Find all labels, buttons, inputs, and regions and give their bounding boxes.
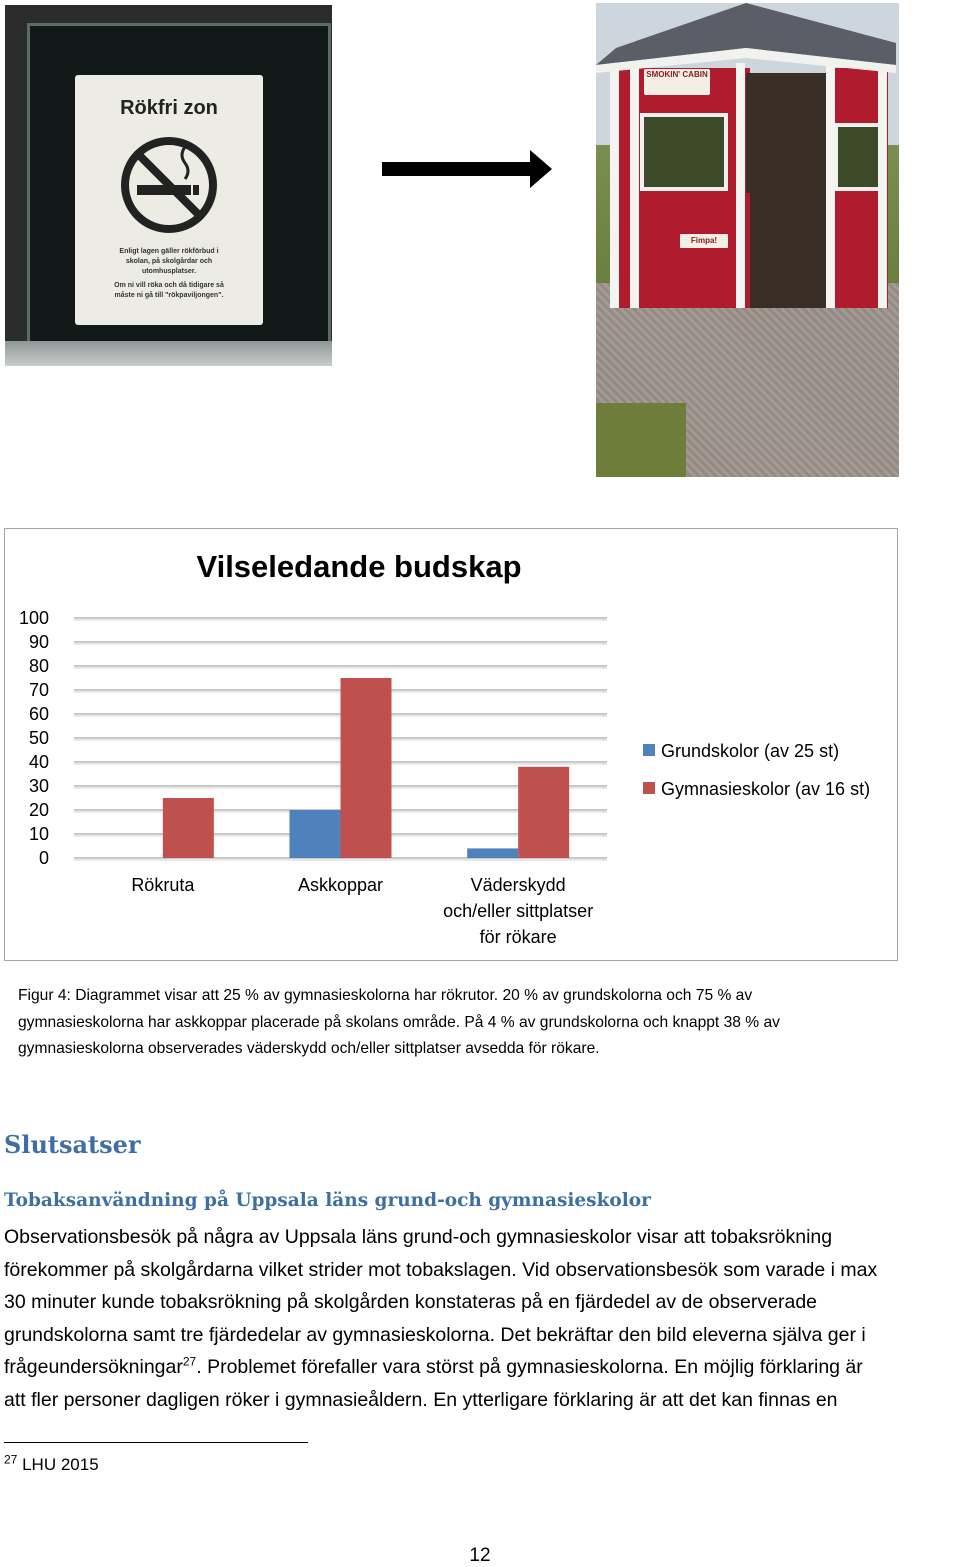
grass-patch bbox=[596, 403, 686, 477]
x-category-label: Rökruta bbox=[131, 875, 195, 895]
bar-chart bbox=[4, 528, 898, 961]
x-category-label: för rökare bbox=[479, 927, 557, 947]
legend-label: Grundskolor (av 25 st) bbox=[661, 741, 840, 761]
body-line: grundskolorna samt tre fjärdedelar av gymnasieskolorna. Det bekräftar den bild eleverna själva ger i bbox=[4, 1323, 866, 1346]
window-sill bbox=[5, 341, 332, 366]
sign-title: Rökfri zon bbox=[120, 97, 218, 119]
bar-gymnasieskolor bbox=[518, 767, 569, 858]
legend-swatch bbox=[643, 744, 655, 756]
body-line bbox=[4, 1351, 959, 1384]
cabin-name-sign: SMOKIN' CABIN bbox=[644, 69, 710, 95]
cabin-post bbox=[610, 63, 619, 308]
y-tick-label: 0 bbox=[38, 848, 49, 868]
chart-title: Vilseledande budskap bbox=[196, 549, 522, 584]
caption-line: gymnasieskolorna observerades väderskydd och/eller sittplatser avsedda för rökare. bbox=[18, 1040, 600, 1057]
bar-grundskolor bbox=[467, 848, 518, 858]
y-tick-label: 30 bbox=[28, 776, 49, 796]
y-tick-label: 40 bbox=[28, 752, 49, 772]
footnote-divider bbox=[4, 1442, 308, 1443]
cabin-roof bbox=[596, 3, 899, 73]
caption-line: Figur 4: Diagrammet visar att 25 % av gymnasieskolorna har rökrutor. 20 % av grundskolorna och 75 % av bbox=[18, 987, 753, 1004]
x-category-label: och/eller sittplatser bbox=[443, 901, 594, 921]
y-tick-label: 70 bbox=[28, 680, 49, 700]
cabin-window-right bbox=[834, 123, 882, 191]
legend-swatch bbox=[643, 782, 655, 794]
body-text-fragment: . Problemet förefaller vara störst på gymnasieskolorna. En möjlig förklaring är bbox=[196, 1356, 863, 1378]
fimpa-sign: Fimpa! bbox=[680, 234, 728, 248]
chart-plot bbox=[5, 529, 899, 962]
no-smoking-icon bbox=[119, 135, 219, 235]
y-tick-label: 60 bbox=[28, 704, 49, 724]
y-tick-label: 50 bbox=[28, 728, 49, 748]
y-tick-label: 10 bbox=[28, 824, 49, 844]
section-heading: Slutsatser bbox=[4, 1130, 141, 1159]
footnote-text: LHU 2015 bbox=[22, 1455, 99, 1474]
cabin-post bbox=[826, 63, 835, 308]
bar-gymnasieskolor bbox=[163, 798, 214, 858]
footnote-number: 27 bbox=[4, 1452, 18, 1467]
footnote bbox=[4, 1452, 99, 1475]
cabin-post bbox=[878, 63, 887, 308]
cabin-post bbox=[736, 63, 745, 308]
figure-caption bbox=[18, 983, 938, 1063]
x-category-label: Väderskydd bbox=[470, 875, 566, 895]
photo-smoking-cabin bbox=[596, 3, 899, 477]
sign-direction-text: Om ni vill röka och då tidigare så måste ni gå till "rökpaviljongen". bbox=[114, 282, 224, 299]
sign-rule-text: Enligt lagen gäller rökförbud i skolan, på skolgårdar och utomhusplatser. bbox=[119, 248, 219, 275]
y-tick-label: 20 bbox=[28, 800, 49, 820]
cabin-post bbox=[630, 63, 639, 308]
sign-paper bbox=[75, 75, 263, 325]
y-tick-label: 100 bbox=[18, 608, 49, 628]
legend-label: Gymnasieskolor (av 16 st) bbox=[661, 779, 871, 799]
caption-line: gymnasieskolorna har askkoppar placerade på skolans område. På 4 % av grundskolorna och knappt 38 % av bbox=[18, 1013, 780, 1031]
cabin-opening bbox=[746, 73, 826, 308]
photo-no-smoking-sign bbox=[5, 5, 332, 366]
body-paragraph bbox=[4, 1221, 959, 1416]
cabin-window-left bbox=[640, 113, 728, 191]
footnote-reference[interactable]: 27 bbox=[182, 1354, 197, 1369]
bar-grundskolor bbox=[290, 810, 341, 858]
body-line: att fler personer dagligen röker i gymnasieåldern. En ytterligare förklaring är att det kan finnas en bbox=[4, 1388, 838, 1411]
page-number: 12 bbox=[469, 1545, 491, 1566]
body-line: förekommer på skolgårdarna vilket strider mot tobakslagen. Vid observationsbesök som varade i max bbox=[4, 1258, 878, 1281]
body-line: Observationsbesök på några av Uppsala läns grund-och gymnasieskolor visar att tobaksrökning bbox=[4, 1226, 833, 1248]
bar-gymnasieskolor bbox=[341, 678, 392, 858]
x-category-label: Askkoppar bbox=[297, 875, 384, 895]
body-line: 30 minuter kunde tobaksrökning på skolgården konstateras på en fjärdedel av de observerade bbox=[4, 1291, 818, 1313]
subsection-heading: Tobaksanvändning på Uppsala läns grund-och gymnasieskolor bbox=[4, 1190, 651, 1211]
body-text-fragment: frågeundersökningar bbox=[4, 1356, 183, 1378]
right-arrow-icon bbox=[382, 150, 552, 188]
y-tick-label: 90 bbox=[28, 632, 49, 652]
y-tick-label: 80 bbox=[28, 656, 49, 676]
